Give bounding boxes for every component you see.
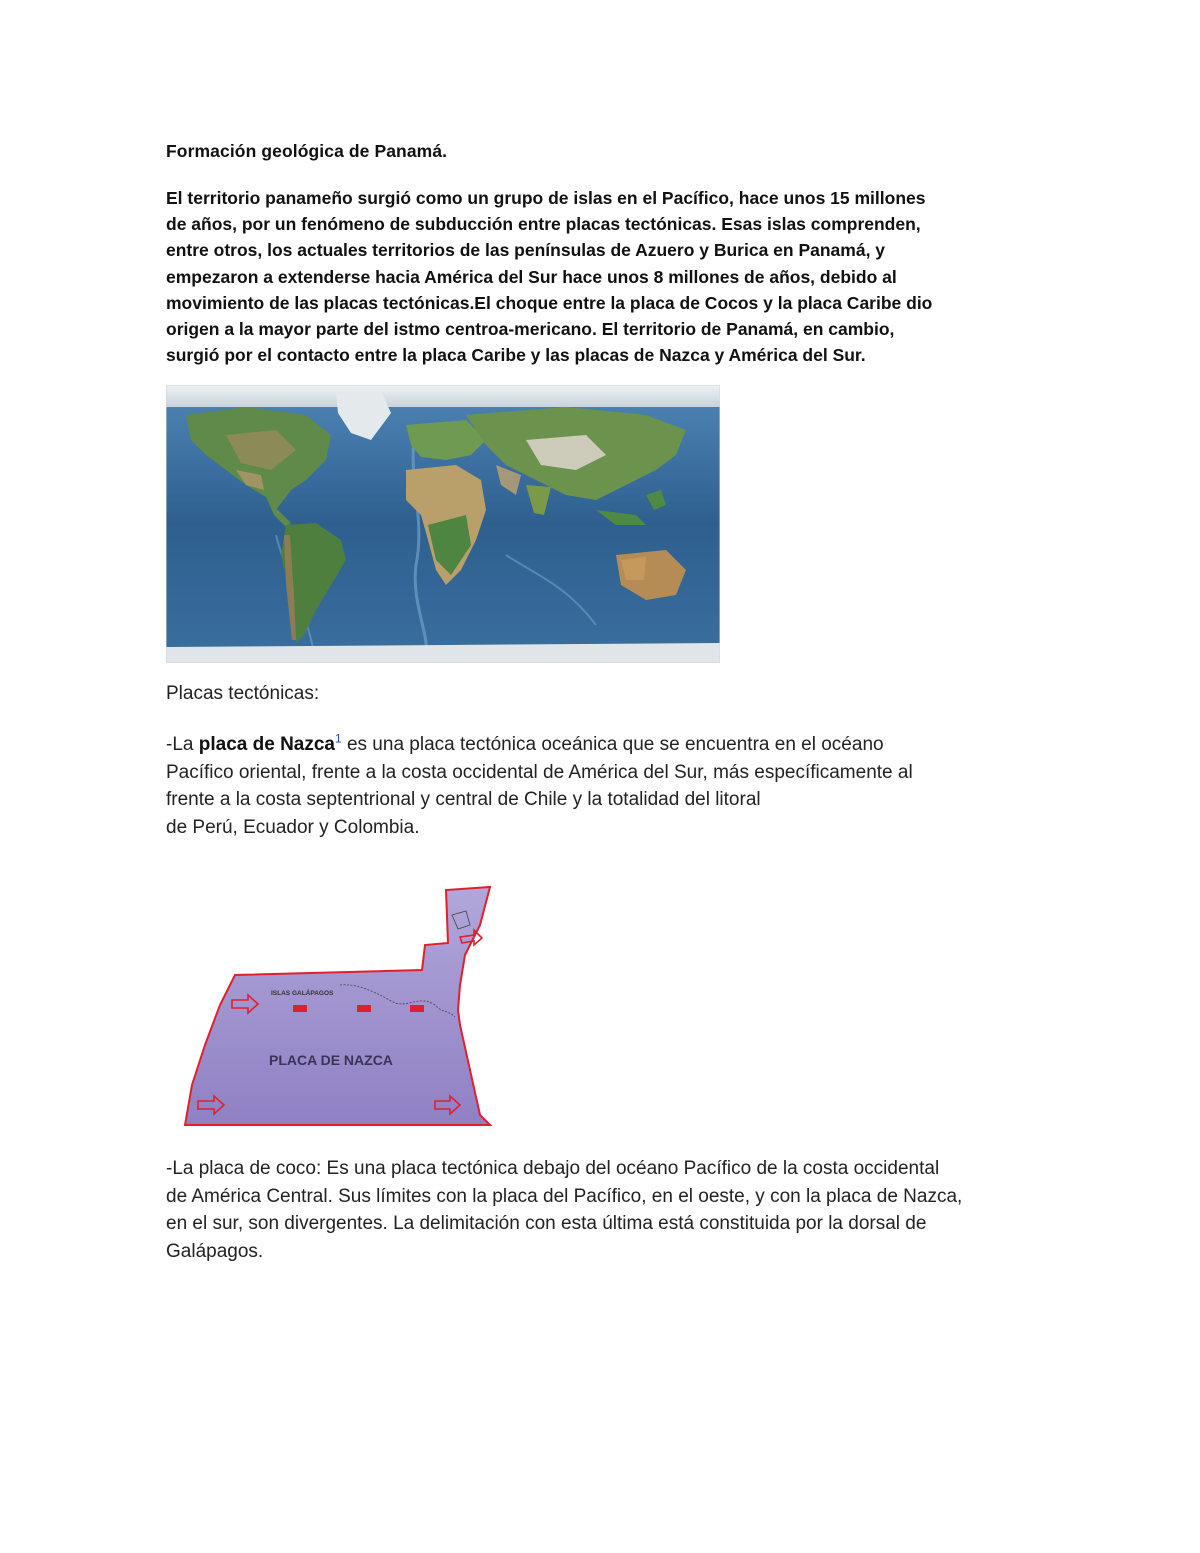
nazca-prefix: -La <box>166 734 199 755</box>
nazca-line: Pacífico oriental, frente a la costa occidental de América del Sur, más específicamente al <box>166 761 913 783</box>
world-relief-map <box>166 385 720 663</box>
intro-line: El territorio panameño surgió como un grupo de islas en el Pacífico, hace unos 15 millones <box>166 188 926 208</box>
page-title: Formación geológica de Panamá. <box>166 141 448 161</box>
nazca-paragraph <box>166 731 1046 841</box>
intro-line: origen a la mayor parte del istmo centroa-mericano. El territorio de Panamá, en cambio, <box>166 319 895 340</box>
plate-label: PLACA DE NAZCA <box>269 1052 393 1068</box>
coco-line: Galápagos. <box>166 1240 264 1262</box>
nazca-line: frente a la costa septentrional y central de Chile y la totalidad del litoral <box>166 789 761 810</box>
intro-line: surgió por el contacto entre la placa Caribe y las placas de Nazca y América del Sur. <box>166 345 866 366</box>
nazca-line: de Perú, Ecuador y Colombia. <box>166 816 420 838</box>
intro-line: de años, por un fenómeno de subducción entre placas tectónicas. Esas islas comprenden, <box>166 214 921 235</box>
coco-line: de América Central. Sus límites con la placa del Pacífico, en el oeste, y con la placa de Nazca, <box>166 1185 963 1207</box>
islands-label: ISLAS GALÁPAGOS <box>271 990 334 997</box>
footnote-link[interactable]: 1 <box>335 731 342 746</box>
nazca-plate-map <box>180 885 500 1127</box>
coco-paragraph <box>166 1155 1046 1265</box>
intro-line: movimiento de las placas tectónicas.El choque entre la placa de Cocos y la placa Caribe dio <box>166 292 933 313</box>
intro-paragraph <box>166 185 1046 368</box>
nazca-line-first <box>166 731 1046 759</box>
plate-motion-arrow <box>410 1005 424 1012</box>
intro-line: empezaron a extenderse hacia América del Sur hace unos 8 millones de años, debido al <box>166 266 897 287</box>
intro-line: entre otros, los actuales territorios de las penínsulas de Azuero y Burica en Panamá, y <box>166 240 886 261</box>
nazca-line-rest: es una placa tectónica oceánica que se encuentra en el océano <box>341 734 884 755</box>
section-label: Placas tectónicas: <box>166 683 320 704</box>
coco-line: en el sur, son divergentes. La delimitación con esta última está constituida por la dorsal de <box>166 1213 927 1234</box>
nazca-term: placa de Nazca <box>198 734 335 755</box>
plate-motion-arrow <box>293 1005 307 1012</box>
coco-line: -La placa de coco: Es una placa tectónica debajo del océano Pacífico de la costa occidental <box>166 1158 940 1179</box>
plate-motion-arrow <box>357 1005 371 1012</box>
